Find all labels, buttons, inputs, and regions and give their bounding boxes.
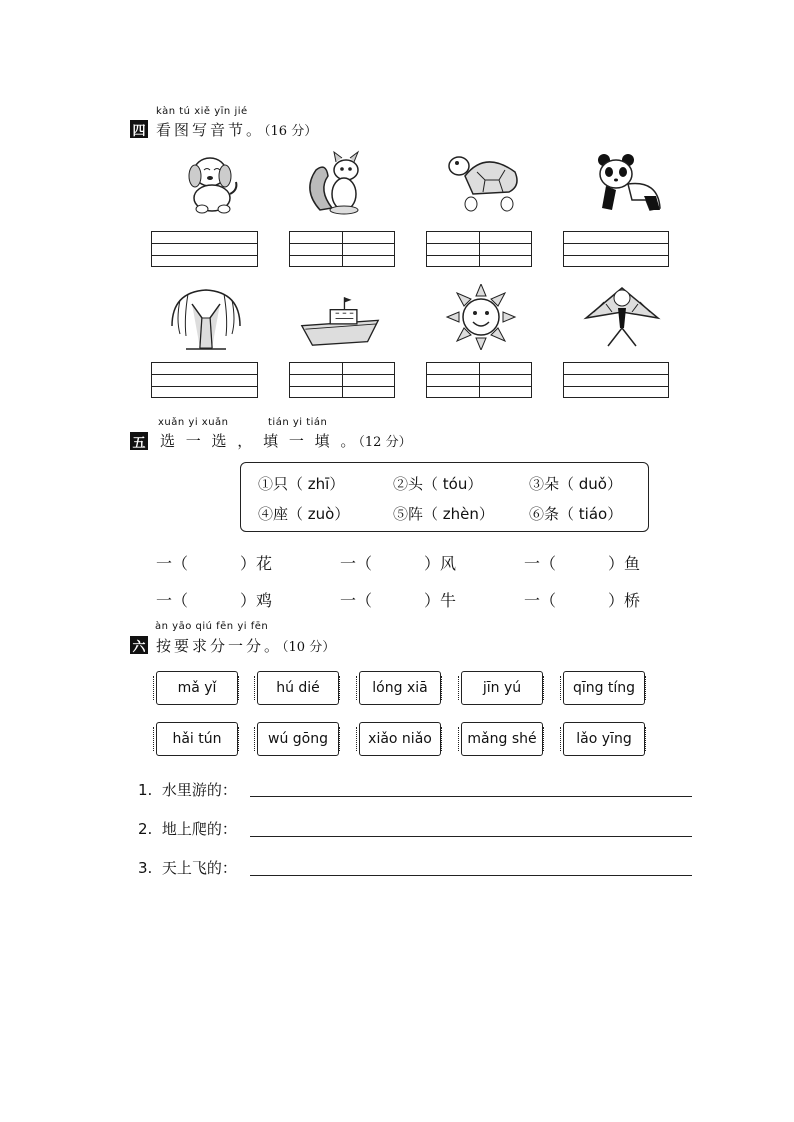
option-5-label: ⑤阵 (393, 505, 424, 523)
willow-tree-icon (166, 286, 246, 352)
section4-score: （16 分） (264, 124, 318, 139)
section6-score: （10 分） (282, 640, 336, 655)
option-1-label: ①只 (258, 475, 289, 493)
question-1: 1. 水里游的： (138, 781, 237, 799)
section6-pinyin: àn yāo qiú fēn yi fēn (155, 621, 269, 632)
section5-pinyin-1: xuǎn yi xuǎn (158, 417, 229, 428)
answer-grid-6[interactable] (289, 362, 395, 398)
answer-grid-4[interactable] (563, 231, 669, 267)
word-card[interactable]: jīn yú (461, 671, 543, 705)
boat-icon (300, 290, 380, 356)
sun-icon (441, 284, 521, 350)
answer-line-3[interactable] (250, 875, 692, 876)
answer-grid-5[interactable] (151, 362, 258, 398)
blank-4[interactable]: 一（ ）鸡 (156, 591, 273, 610)
section4-title (156, 119, 317, 140)
section5-title-text: 选 一 选 ， 填 一 填 。 (160, 432, 359, 450)
section4-number: 四 (130, 120, 148, 138)
answer-grid-8[interactable] (563, 362, 669, 398)
option-1 (258, 473, 344, 494)
option-4 (258, 503, 349, 524)
option-4-pinyin: （ zuò） (288, 505, 350, 523)
option-3-pinyin: （ duǒ） (559, 475, 622, 493)
question-2: 2. 地上爬的： (138, 820, 237, 838)
word-card[interactable]: hǎi tún (156, 722, 238, 756)
option-6 (529, 503, 622, 524)
section6-number: 六 (130, 636, 148, 654)
word-card[interactable]: hú dié (257, 671, 339, 705)
option-3-label: ③朵 (529, 475, 560, 493)
word-card[interactable]: lóng xiā (359, 671, 441, 705)
option-3 (529, 473, 622, 494)
word-card[interactable]: mǎng shé (461, 722, 543, 756)
blank-1[interactable]: 一（ ）花 (156, 554, 273, 573)
word-card[interactable]: wú gōng (257, 722, 339, 756)
option-1-pinyin: （ zhī） (288, 475, 345, 493)
turtle-icon (445, 150, 525, 216)
answer-grid-2[interactable] (289, 231, 395, 267)
section6-title-text: 按要求分一分。 (156, 637, 283, 655)
puppy-icon (180, 150, 260, 216)
word-card[interactable]: lǎo yīng (563, 722, 645, 756)
section4-pinyin: kàn tú xiě yīn jié (156, 106, 248, 117)
section5-score: （12 分） (358, 435, 412, 450)
blank-5[interactable]: 一（ ）牛 (340, 591, 457, 610)
option-2 (393, 473, 482, 494)
word-card[interactable]: xiǎo niǎo (359, 722, 441, 756)
blank-2[interactable]: 一（ ）风 (340, 554, 457, 573)
answer-grid-7[interactable] (426, 362, 532, 398)
option-5-pinyin: （ zhèn） (423, 505, 494, 523)
question-3: 3. 天上飞的： (138, 859, 237, 877)
option-2-label: ②头 (393, 475, 424, 493)
blank-6[interactable]: 一（ ）桥 (524, 591, 641, 610)
section5-number: 五 (130, 432, 148, 450)
word-card[interactable]: qīng tíng (563, 671, 645, 705)
section4-title-text: 看图写音节。 (156, 121, 265, 139)
section5-pinyin-2: tián yi tián (268, 417, 328, 428)
word-card[interactable]: mǎ yǐ (156, 671, 238, 705)
answer-grid-1[interactable] (151, 231, 258, 267)
kite-icon (582, 284, 662, 350)
section5-title (160, 430, 412, 451)
answer-line-1[interactable] (250, 796, 692, 797)
option-6-label: ⑥条 (529, 505, 560, 523)
option-6-pinyin: （ tiáo） (559, 505, 623, 523)
option-2-pinyin: （ tóu） (423, 475, 483, 493)
blank-3[interactable]: 一（ ）鱼 (524, 554, 641, 573)
squirrel-icon (300, 150, 380, 216)
section6-title (156, 635, 335, 656)
option-4-label: ④座 (258, 505, 289, 523)
answer-grid-3[interactable] (426, 231, 532, 267)
answer-line-2[interactable] (250, 836, 692, 837)
option-5 (393, 503, 494, 524)
panda-icon (588, 150, 668, 216)
